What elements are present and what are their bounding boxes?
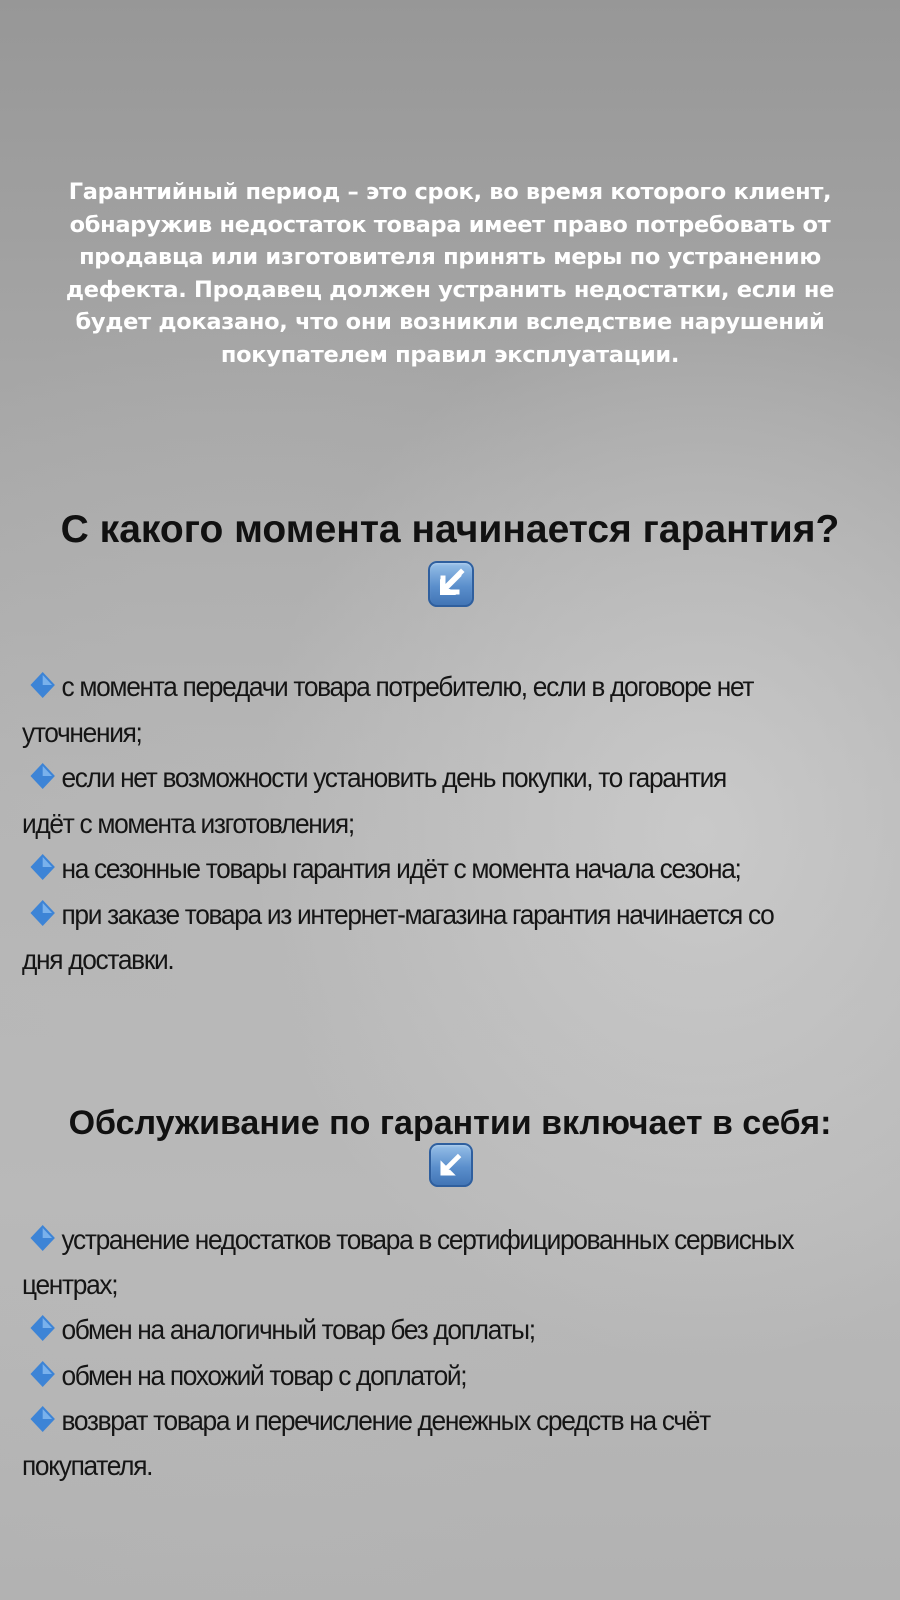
- list-item-text: возврат товара и перечисление денежных средств на счёт: [61, 1404, 710, 1436]
- list-item: [22, 1217, 830, 1307]
- blue-diamond-icon: [30, 671, 56, 699]
- blue-diamond-icon: [30, 1224, 56, 1252]
- list-item: [22, 1398, 830, 1488]
- list-item-text: обмен на похожий товар с доплатой;: [61, 1359, 467, 1391]
- intro-line: покупателем правил эксплуатации.: [220, 341, 680, 368]
- blue-diamond-icon: [30, 1360, 56, 1388]
- list-item-text-cont: идёт с момента изготовления;: [22, 807, 354, 839]
- list-item: [22, 1307, 830, 1352]
- list-item-text: при заказе товара из интернет-магазина гарантия начинается со: [61, 898, 774, 930]
- down-left-arrow-icon: [428, 561, 474, 607]
- section2-heading: Обслуживание по гарантии включает в себя:: [68, 1104, 832, 1142]
- blue-diamond-icon: [30, 853, 56, 881]
- intro-line: дефекта. Продавец должен устранить недостатки, если не: [65, 276, 835, 303]
- list-item-text-cont: покупателя.: [22, 1450, 153, 1482]
- blue-diamond-icon: [30, 1314, 56, 1342]
- intro-line: обнаружив недостаток товара имеет право потребовать от: [69, 211, 831, 238]
- list-item-text-cont: дня доставки.: [22, 944, 174, 975]
- list-item-text: устранение недостатков товара в сертифицированных сервисных: [61, 1224, 794, 1255]
- list-item: [22, 846, 830, 892]
- list-item-text: с момента передачи товара потребителю, если в договоре нет: [61, 671, 754, 702]
- list-item: [22, 755, 830, 846]
- section1-list: [22, 664, 830, 983]
- list-item-text: обмен на аналогичный товар без доплаты;: [61, 1314, 535, 1346]
- list-item-text-cont: уточнения;: [22, 716, 142, 748]
- down-left-arrow-icon: [429, 1143, 473, 1187]
- list-item: [22, 664, 830, 755]
- list-item: [22, 1353, 830, 1398]
- list-item: [22, 892, 830, 983]
- intro-paragraph: [40, 176, 860, 371]
- intro-line: будет доказано, что они возникли вследствие нарушений: [75, 309, 825, 335]
- section1-heading: С какого момента начинается гарантия?: [60, 508, 840, 551]
- list-item-text-cont: центрах;: [22, 1269, 118, 1301]
- list-item-text: если нет возможности установить день покупки, то гарантия: [61, 762, 726, 793]
- intro-line: Гарантийный период – это срок, во время которого клиент,: [68, 179, 832, 205]
- blue-diamond-icon: [30, 762, 56, 790]
- section2-list: [22, 1217, 830, 1488]
- blue-diamond-icon: [30, 1405, 56, 1433]
- list-item-text: на сезонные товары гарантия идёт с момента начала сезона;: [61, 853, 741, 884]
- blue-diamond-icon: [30, 899, 56, 927]
- intro-line: продавца или изготовителя принять меры по устранению: [79, 244, 821, 270]
